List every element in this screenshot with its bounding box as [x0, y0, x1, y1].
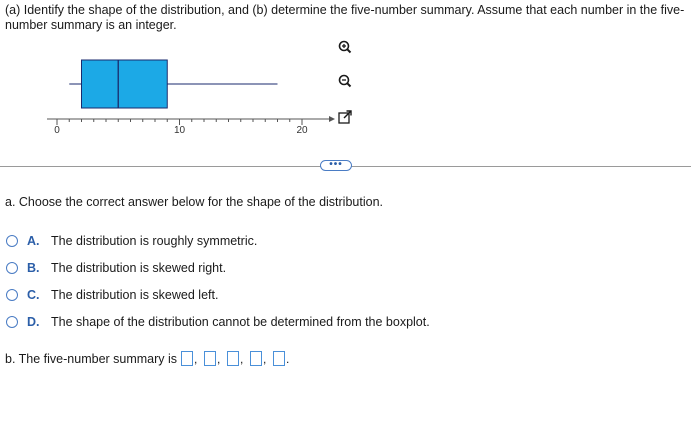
option-d[interactable] [6, 314, 430, 330]
radio-button[interactable] [6, 262, 18, 274]
option-letter: A. [27, 234, 40, 248]
option-letter: C. [27, 288, 40, 302]
separator: , [194, 351, 198, 366]
option-text: The shape of the distribution cannot be determined from the boxplot. [51, 315, 430, 329]
zoom-in-icon[interactable] [336, 38, 354, 56]
answer-median-input[interactable] [227, 351, 239, 366]
terminator: . [286, 351, 290, 366]
zoom-out-icon[interactable] [336, 72, 354, 90]
radio-button[interactable] [6, 235, 18, 247]
tick-label: 0 [54, 125, 60, 135]
question-text: (a) Identify the shape of the distribution, and (b) determine the five-number summary. Assume that each number in the five-number summary is an integer. [5, 3, 685, 32]
option-text: The distribution is skewed left. [51, 288, 219, 302]
radio-button[interactable] [6, 316, 18, 328]
part-a-prompt: a. Choose the correct answer below for the shape of the distribution. [5, 195, 383, 209]
axis-arrow [329, 116, 335, 122]
x-axis [47, 116, 335, 135]
tick-label: 20 [296, 125, 308, 135]
part-b-prompt: b. The five-number summary is [5, 351, 178, 366]
option-b[interactable] [6, 260, 226, 276]
part-b-row [5, 351, 296, 366]
separator: , [263, 351, 267, 366]
option-text: The distribution is skewed right. [51, 261, 227, 275]
answer-q3-input[interactable] [250, 351, 262, 366]
more-button[interactable]: ••• [320, 160, 352, 171]
answer-q1-input[interactable] [204, 351, 216, 366]
separator: , [240, 351, 244, 366]
box-lower [82, 60, 119, 108]
option-c[interactable] [6, 287, 218, 303]
answer-min-input[interactable] [181, 351, 193, 366]
tick-label: 10 [173, 125, 186, 135]
option-a[interactable] [6, 233, 257, 249]
separator: , [217, 351, 221, 366]
option-letter: B. [27, 261, 40, 275]
radio-button[interactable] [6, 289, 18, 301]
option-letter: D. [27, 315, 40, 329]
open-in-new-window-icon[interactable] [336, 108, 354, 126]
option-text: The distribution is roughly symmetric. [51, 234, 258, 248]
answer-max-input[interactable] [273, 351, 285, 366]
boxplot-chart [40, 50, 340, 135]
box-upper [118, 60, 167, 108]
